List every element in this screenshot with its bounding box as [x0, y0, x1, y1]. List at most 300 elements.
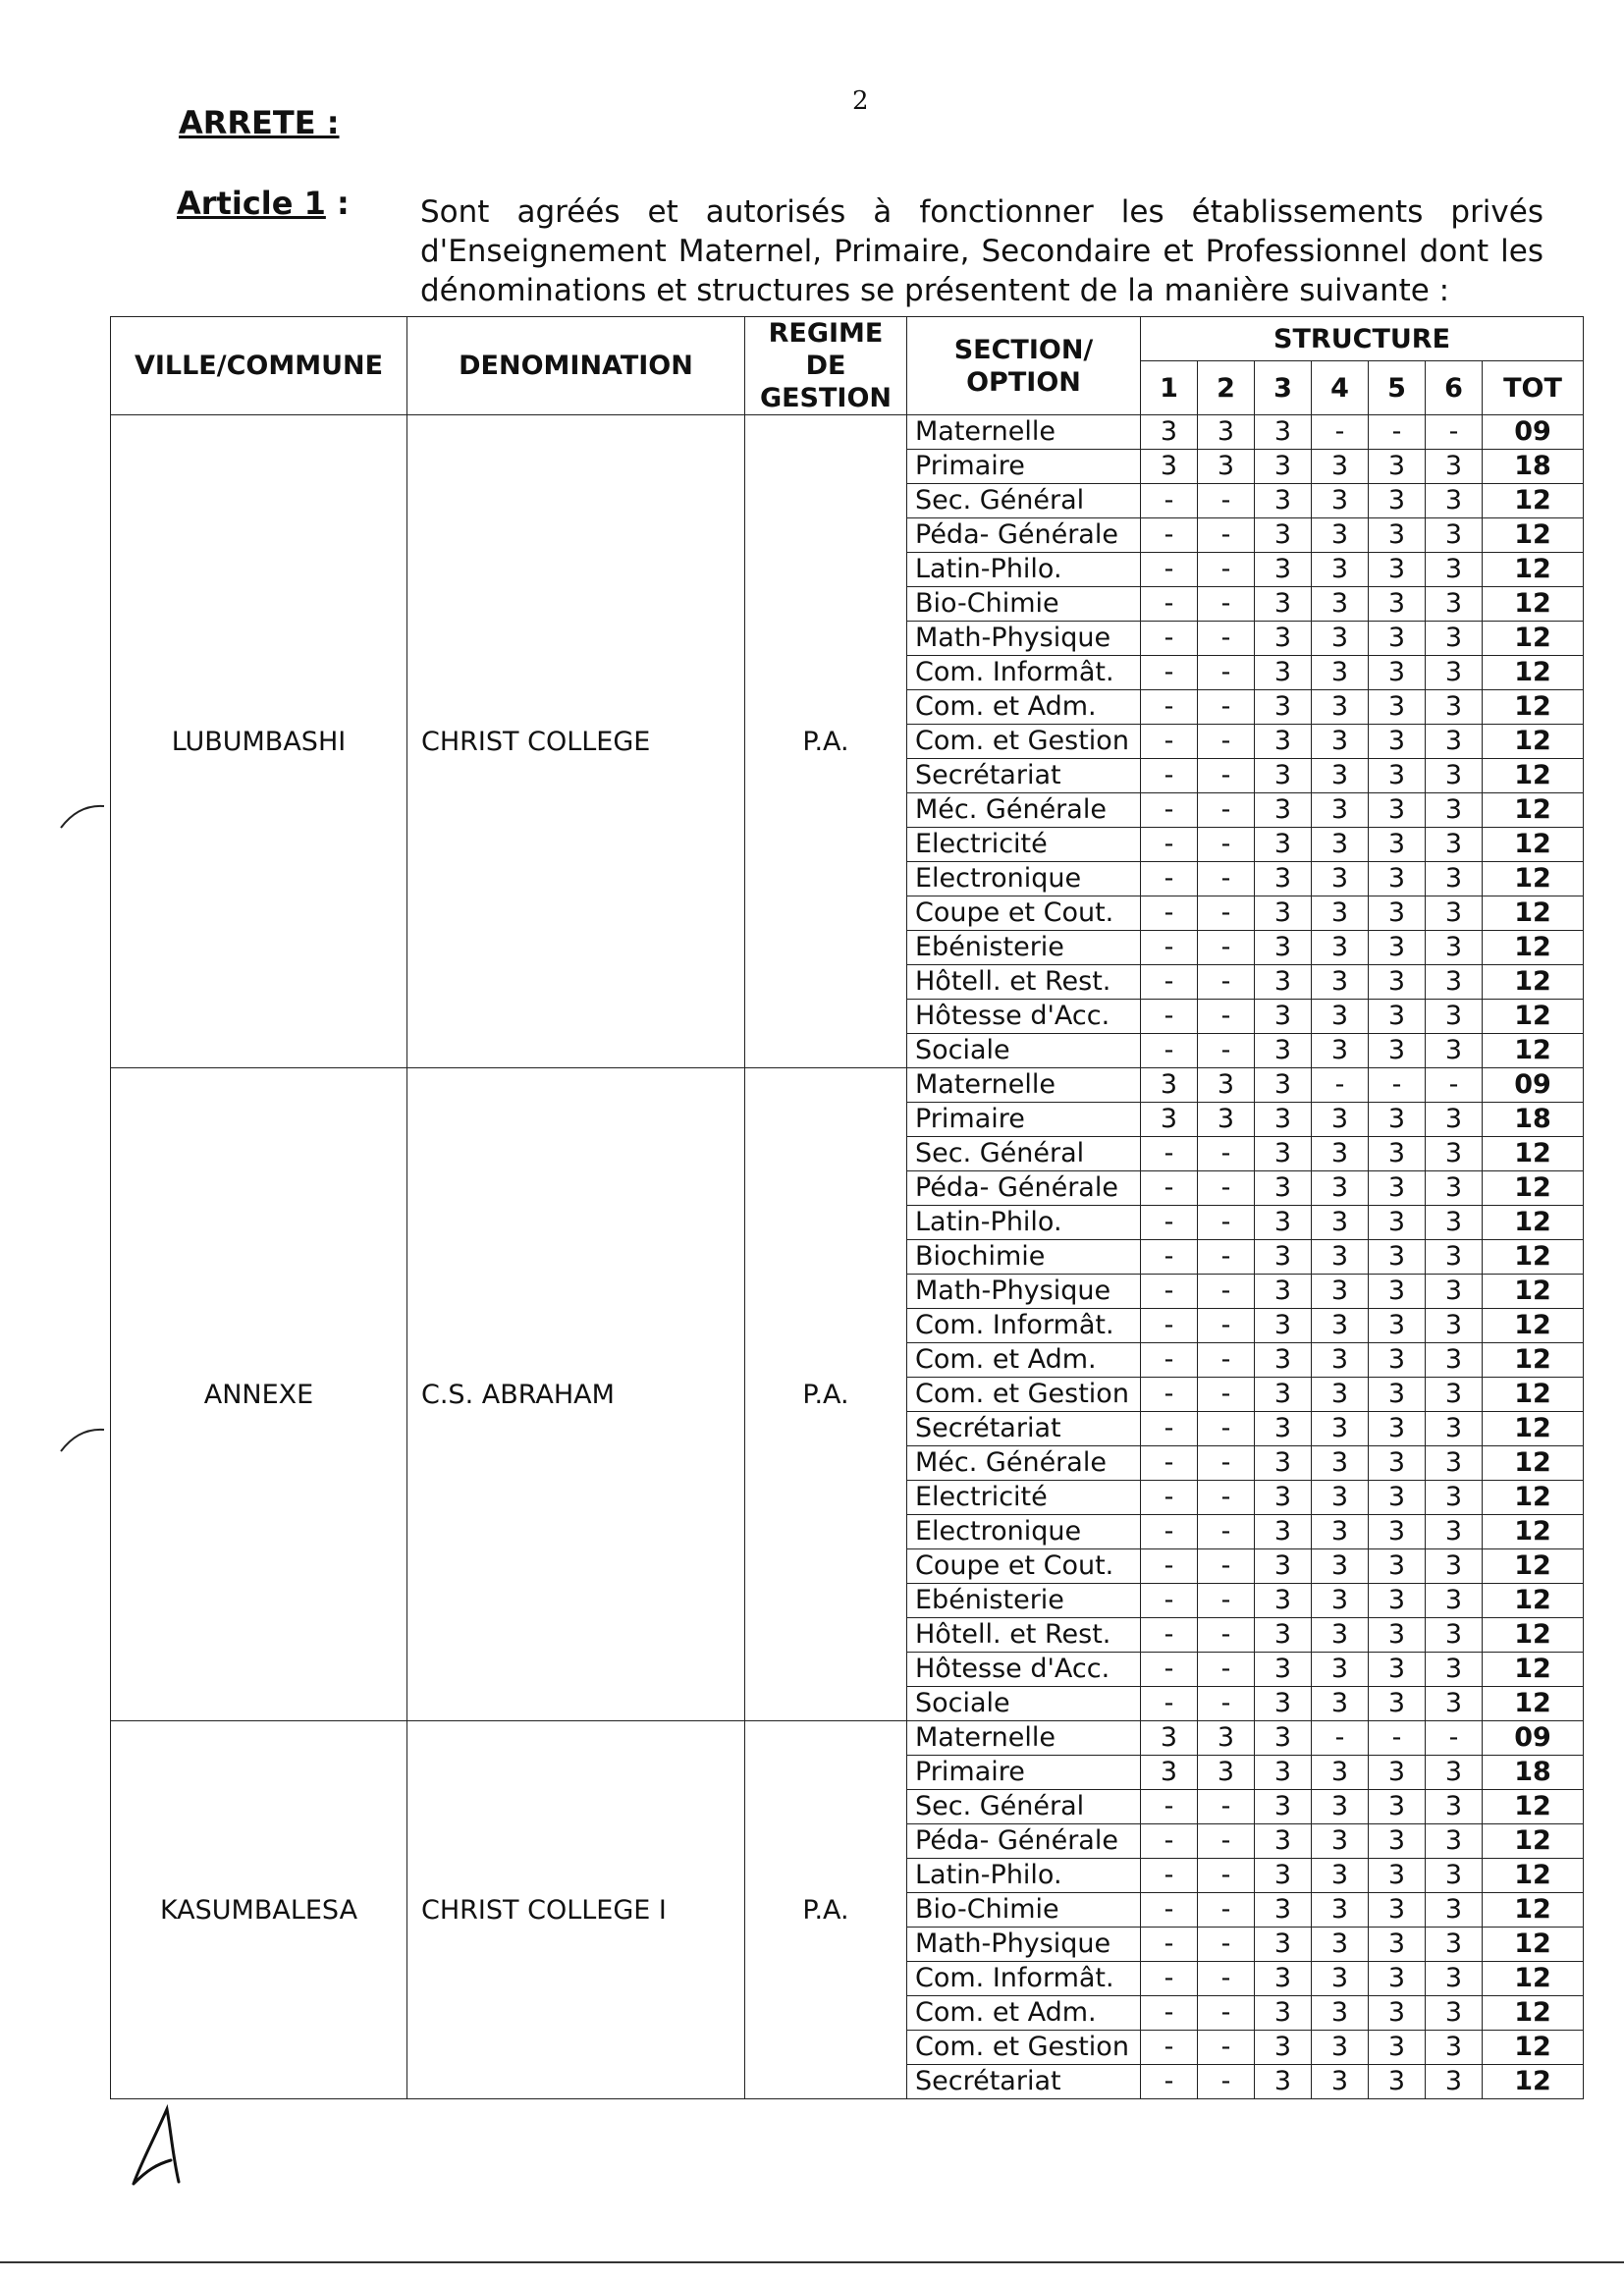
option-cell: Sociale: [907, 1034, 1141, 1068]
year-5-cell: 3: [1369, 1309, 1426, 1343]
year-2-cell: 3: [1198, 1068, 1255, 1103]
year-2-cell: -: [1198, 1206, 1255, 1240]
year-1-cell: -: [1141, 828, 1198, 862]
total-cell: 12: [1483, 725, 1584, 759]
year-4-cell: 3: [1312, 759, 1369, 793]
group-regime: P.A.: [745, 1721, 907, 2099]
year-2-cell: -: [1198, 862, 1255, 896]
total-cell: 12: [1483, 1034, 1584, 1068]
year-4-cell: -: [1312, 1068, 1369, 1103]
year-4-cell: 3: [1312, 1928, 1369, 1962]
year-5-cell: 3: [1369, 759, 1426, 793]
year-1-cell: -: [1141, 1893, 1198, 1928]
year-1-cell: 3: [1141, 1721, 1198, 1756]
year-4-cell: 3: [1312, 1240, 1369, 1275]
option-cell: Com. et Gestion: [907, 2031, 1141, 2065]
total-cell: 12: [1483, 1343, 1584, 1378]
year-5-cell: 3: [1369, 2031, 1426, 2065]
year-2-cell: -: [1198, 828, 1255, 862]
year-1-cell: -: [1141, 1859, 1198, 1893]
total-cell: 12: [1483, 1859, 1584, 1893]
option-cell: Com. et Adm.: [907, 1996, 1141, 2031]
year-5-cell: 3: [1369, 1996, 1426, 2031]
year-6-cell: 3: [1426, 759, 1483, 793]
option-cell: Electricité: [907, 1481, 1141, 1515]
year-3-cell: 3: [1255, 1653, 1312, 1687]
year-1-cell: -: [1141, 2031, 1198, 2065]
year-1-cell: 3: [1141, 450, 1198, 484]
total-cell: 12: [1483, 1996, 1584, 2031]
schools-structure-table: [110, 316, 1584, 2099]
year-2-cell: -: [1198, 1790, 1255, 1824]
year-4-cell: 3: [1312, 1893, 1369, 1928]
group-ville: KASUMBALESA: [111, 1721, 407, 2099]
year-2-cell: -: [1198, 656, 1255, 690]
year-4-cell: 3: [1312, 1962, 1369, 1996]
year-1-cell: -: [1141, 1928, 1198, 1962]
year-5-cell: 3: [1369, 1653, 1426, 1687]
year-5-cell: 3: [1369, 1824, 1426, 1859]
year-3-cell: 3: [1255, 1412, 1312, 1446]
year-4-cell: 3: [1312, 484, 1369, 518]
option-cell: Latin-Philo.: [907, 553, 1141, 587]
year-3-cell: 3: [1255, 1515, 1312, 1549]
page-number: 2: [852, 86, 869, 116]
option-cell: Com. Informât.: [907, 656, 1141, 690]
option-cell: Ebénisterie: [907, 1584, 1141, 1618]
year-3-cell: 3: [1255, 1584, 1312, 1618]
year-5-cell: 3: [1369, 896, 1426, 931]
year-2-cell: -: [1198, 587, 1255, 622]
year-5-cell: 3: [1369, 1275, 1426, 1309]
total-cell: 12: [1483, 1171, 1584, 1206]
year-6-cell: 3: [1426, 1584, 1483, 1618]
year-3-cell: 3: [1255, 2031, 1312, 2065]
total-cell: 12: [1483, 1790, 1584, 1824]
year-1-cell: -: [1141, 622, 1198, 656]
year-2-cell: 3: [1198, 415, 1255, 450]
year-5-cell: 3: [1369, 1412, 1426, 1446]
total-cell: 12: [1483, 1275, 1584, 1309]
year-2-cell: -: [1198, 1240, 1255, 1275]
year-1-cell: -: [1141, 1618, 1198, 1653]
group-regime: P.A.: [745, 1068, 907, 1721]
year-2-cell: 3: [1198, 1103, 1255, 1137]
year-5-cell: 3: [1369, 931, 1426, 965]
header-section: SECTION/ OPTION: [907, 317, 1141, 415]
year-6-cell: 3: [1426, 1928, 1483, 1962]
year-3-cell: 3: [1255, 1343, 1312, 1378]
year-1-cell: -: [1141, 1275, 1198, 1309]
year-4-cell: 3: [1312, 1206, 1369, 1240]
total-cell: 12: [1483, 1618, 1584, 1653]
year-3-cell: 3: [1255, 1481, 1312, 1515]
year-3-cell: 3: [1255, 1137, 1312, 1171]
year-1-cell: -: [1141, 759, 1198, 793]
year-4-cell: 3: [1312, 1859, 1369, 1893]
group-denomination: CHRIST COLLEGE: [407, 415, 745, 1068]
option-cell: Bio-Chimie: [907, 1893, 1141, 1928]
total-cell: 12: [1483, 896, 1584, 931]
year-3-cell: 3: [1255, 1824, 1312, 1859]
year-2-cell: -: [1198, 690, 1255, 725]
year-3-cell: 3: [1255, 1893, 1312, 1928]
year-3-cell: 3: [1255, 1859, 1312, 1893]
year-6-cell: 3: [1426, 1790, 1483, 1824]
year-3-cell: 3: [1255, 1962, 1312, 1996]
option-cell: Biochimie: [907, 1240, 1141, 1275]
year-5-cell: 3: [1369, 1240, 1426, 1275]
year-2-cell: -: [1198, 1859, 1255, 1893]
year-1-cell: -: [1141, 1446, 1198, 1481]
year-3-cell: 3: [1255, 793, 1312, 828]
option-cell: Secrétariat: [907, 759, 1141, 793]
year-5-cell: 3: [1369, 1549, 1426, 1584]
option-cell: Sec. Général: [907, 1790, 1141, 1824]
total-cell: 12: [1483, 862, 1584, 896]
year-1-cell: -: [1141, 931, 1198, 965]
option-cell: Coupe et Cout.: [907, 896, 1141, 931]
total-cell: 09: [1483, 1721, 1584, 1756]
year-3-cell: 3: [1255, 1000, 1312, 1034]
year-4-cell: -: [1312, 1721, 1369, 1756]
year-4-cell: 3: [1312, 1481, 1369, 1515]
year-2-cell: -: [1198, 1584, 1255, 1618]
year-4-cell: 3: [1312, 1171, 1369, 1206]
year-5-cell: 3: [1369, 1584, 1426, 1618]
year-2-cell: -: [1198, 1481, 1255, 1515]
year-5-cell: 3: [1369, 725, 1426, 759]
year-4-cell: 3: [1312, 965, 1369, 1000]
year-3-cell: 3: [1255, 1928, 1312, 1962]
total-cell: 18: [1483, 450, 1584, 484]
year-1-cell: -: [1141, 1034, 1198, 1068]
year-4-cell: 3: [1312, 1549, 1369, 1584]
year-1-cell: -: [1141, 1309, 1198, 1343]
year-3-cell: 3: [1255, 1618, 1312, 1653]
year-2-cell: -: [1198, 725, 1255, 759]
year-3-cell: 3: [1255, 1721, 1312, 1756]
year-6-cell: 3: [1426, 931, 1483, 965]
year-2-cell: -: [1198, 1824, 1255, 1859]
year-3-cell: 3: [1255, 896, 1312, 931]
year-5-cell: 3: [1369, 518, 1426, 553]
year-2-cell: -: [1198, 793, 1255, 828]
option-cell: Méc. Générale: [907, 1446, 1141, 1481]
year-1-cell: -: [1141, 793, 1198, 828]
year-6-cell: 3: [1426, 587, 1483, 622]
year-5-cell: -: [1369, 1068, 1426, 1103]
year-6-cell: 3: [1426, 1034, 1483, 1068]
year-1-cell: -: [1141, 896, 1198, 931]
total-cell: 12: [1483, 484, 1584, 518]
year-6-cell: 3: [1426, 862, 1483, 896]
total-cell: 12: [1483, 1893, 1584, 1928]
year-4-cell: -: [1312, 415, 1369, 450]
table-row: [111, 1068, 1584, 1103]
total-cell: 12: [1483, 1000, 1584, 1034]
option-cell: Primaire: [907, 1756, 1141, 1790]
option-cell: Com. Informât.: [907, 1962, 1141, 1996]
year-6-cell: 3: [1426, 1000, 1483, 1034]
total-cell: 12: [1483, 1240, 1584, 1275]
year-4-cell: 3: [1312, 793, 1369, 828]
year-6-cell: 3: [1426, 622, 1483, 656]
option-cell: Hôtesse d'Acc.: [907, 1653, 1141, 1687]
year-3-cell: 3: [1255, 1068, 1312, 1103]
option-cell: Secrétariat: [907, 1412, 1141, 1446]
year-5-cell: 3: [1369, 1103, 1426, 1137]
total-cell: 12: [1483, 1928, 1584, 1962]
option-cell: Secrétariat: [907, 2065, 1141, 2099]
year-2-cell: -: [1198, 1171, 1255, 1206]
year-2-cell: -: [1198, 931, 1255, 965]
year-6-cell: 3: [1426, 828, 1483, 862]
year-2-cell: -: [1198, 484, 1255, 518]
year-1-cell: -: [1141, 518, 1198, 553]
footer-rule: [0, 2261, 1624, 2263]
year-3-cell: 3: [1255, 1549, 1312, 1584]
year-4-cell: 3: [1312, 862, 1369, 896]
option-cell: Coupe et Cout.: [907, 1549, 1141, 1584]
year-6-cell: 3: [1426, 1103, 1483, 1137]
option-cell: Bio-Chimie: [907, 587, 1141, 622]
option-cell: Méc. Générale: [907, 793, 1141, 828]
year-1-cell: -: [1141, 965, 1198, 1000]
total-cell: 12: [1483, 1206, 1584, 1240]
year-6-cell: 3: [1426, 1962, 1483, 1996]
option-cell: Maternelle: [907, 1721, 1141, 1756]
year-5-cell: 3: [1369, 1790, 1426, 1824]
year-4-cell: 3: [1312, 553, 1369, 587]
year-4-cell: 3: [1312, 2065, 1369, 2099]
total-cell: 12: [1483, 690, 1584, 725]
year-3-cell: 3: [1255, 2065, 1312, 2099]
group-ville: ANNEXE: [111, 1068, 407, 1721]
year-4-cell: 3: [1312, 1275, 1369, 1309]
year-1-cell: -: [1141, 1378, 1198, 1412]
year-6-cell: 3: [1426, 1481, 1483, 1515]
option-cell: Latin-Philo.: [907, 1859, 1141, 1893]
year-1-cell: -: [1141, 1687, 1198, 1721]
year-6-cell: 3: [1426, 1275, 1483, 1309]
year-4-cell: 3: [1312, 1103, 1369, 1137]
year-6-cell: 3: [1426, 1515, 1483, 1549]
header-col-5: 5: [1369, 361, 1426, 415]
header-ville: VILLE/COMMUNE: [111, 317, 407, 415]
group-regime: P.A.: [745, 415, 907, 1068]
year-1-cell: -: [1141, 1515, 1198, 1549]
option-cell: Primaire: [907, 1103, 1141, 1137]
year-5-cell: 3: [1369, 450, 1426, 484]
year-5-cell: 3: [1369, 1000, 1426, 1034]
year-4-cell: 3: [1312, 587, 1369, 622]
year-2-cell: -: [1198, 553, 1255, 587]
year-5-cell: -: [1369, 1721, 1426, 1756]
year-3-cell: 3: [1255, 1687, 1312, 1721]
year-6-cell: 3: [1426, 1309, 1483, 1343]
year-4-cell: 3: [1312, 518, 1369, 553]
option-cell: Sec. Général: [907, 484, 1141, 518]
total-cell: 12: [1483, 1446, 1584, 1481]
year-3-cell: 3: [1255, 1206, 1312, 1240]
year-4-cell: 3: [1312, 690, 1369, 725]
year-4-cell: 3: [1312, 450, 1369, 484]
year-6-cell: 3: [1426, 1687, 1483, 1721]
year-5-cell: 3: [1369, 1618, 1426, 1653]
option-cell: Electricité: [907, 828, 1141, 862]
total-cell: 12: [1483, 622, 1584, 656]
year-3-cell: 3: [1255, 1378, 1312, 1412]
year-6-cell: 3: [1426, 518, 1483, 553]
year-1-cell: -: [1141, 862, 1198, 896]
year-1-cell: -: [1141, 587, 1198, 622]
year-2-cell: -: [1198, 896, 1255, 931]
header-col-tot: TOT: [1483, 361, 1584, 415]
option-cell: Latin-Philo.: [907, 1206, 1141, 1240]
year-5-cell: 3: [1369, 1515, 1426, 1549]
year-3-cell: 3: [1255, 484, 1312, 518]
year-4-cell: 3: [1312, 1000, 1369, 1034]
year-2-cell: -: [1198, 2065, 1255, 2099]
total-cell: 12: [1483, 1481, 1584, 1515]
year-6-cell: 3: [1426, 1446, 1483, 1481]
year-2-cell: 3: [1198, 1721, 1255, 1756]
option-cell: Péda- Générale: [907, 518, 1141, 553]
year-5-cell: 3: [1369, 1481, 1426, 1515]
year-3-cell: 3: [1255, 828, 1312, 862]
year-6-cell: 3: [1426, 656, 1483, 690]
year-1-cell: -: [1141, 1996, 1198, 2031]
decree-heading: ARRETE :: [179, 104, 340, 141]
margin-mark: [59, 800, 108, 830]
year-6-cell: 3: [1426, 1549, 1483, 1584]
year-6-cell: -: [1426, 1721, 1483, 1756]
table-body: [111, 415, 1584, 2099]
option-cell: Math-Physique: [907, 1275, 1141, 1309]
year-3-cell: 3: [1255, 1756, 1312, 1790]
year-6-cell: 3: [1426, 1378, 1483, 1412]
year-4-cell: 3: [1312, 1343, 1369, 1378]
year-6-cell: 3: [1426, 484, 1483, 518]
year-1-cell: -: [1141, 484, 1198, 518]
year-2-cell: -: [1198, 759, 1255, 793]
year-6-cell: 3: [1426, 553, 1483, 587]
year-2-cell: 3: [1198, 450, 1255, 484]
year-5-cell: 3: [1369, 1034, 1426, 1068]
year-3-cell: 3: [1255, 1996, 1312, 2031]
year-5-cell: 3: [1369, 862, 1426, 896]
year-3-cell: 3: [1255, 587, 1312, 622]
option-cell: Maternelle: [907, 1068, 1141, 1103]
year-6-cell: -: [1426, 1068, 1483, 1103]
year-3-cell: 3: [1255, 1171, 1312, 1206]
year-3-cell: 3: [1255, 553, 1312, 587]
year-2-cell: -: [1198, 1687, 1255, 1721]
year-4-cell: 3: [1312, 1996, 1369, 2031]
year-1-cell: -: [1141, 1824, 1198, 1859]
year-5-cell: 3: [1369, 1206, 1426, 1240]
total-cell: 12: [1483, 553, 1584, 587]
year-5-cell: 3: [1369, 965, 1426, 1000]
option-cell: Ebénisterie: [907, 931, 1141, 965]
year-4-cell: 3: [1312, 1653, 1369, 1687]
year-4-cell: 3: [1312, 1790, 1369, 1824]
year-5-cell: 3: [1369, 828, 1426, 862]
total-cell: 12: [1483, 1309, 1584, 1343]
year-1-cell: -: [1141, 725, 1198, 759]
year-3-cell: 3: [1255, 690, 1312, 725]
year-3-cell: 3: [1255, 1446, 1312, 1481]
year-5-cell: 3: [1369, 1343, 1426, 1378]
year-1-cell: -: [1141, 1240, 1198, 1275]
year-5-cell: 3: [1369, 793, 1426, 828]
total-cell: 12: [1483, 1378, 1584, 1412]
group-denomination: CHRIST COLLEGE I: [407, 1721, 745, 2099]
total-cell: 09: [1483, 415, 1584, 450]
total-cell: 12: [1483, 656, 1584, 690]
year-2-cell: -: [1198, 1000, 1255, 1034]
year-1-cell: -: [1141, 1549, 1198, 1584]
year-3-cell: 3: [1255, 656, 1312, 690]
year-5-cell: 3: [1369, 1171, 1426, 1206]
header-col-3: 3: [1255, 361, 1312, 415]
option-cell: Maternelle: [907, 415, 1141, 450]
option-cell: Primaire: [907, 450, 1141, 484]
year-2-cell: -: [1198, 1515, 1255, 1549]
year-2-cell: -: [1198, 1618, 1255, 1653]
total-cell: 12: [1483, 1653, 1584, 1687]
article-text: Sont agréés et autorisés à fonctionner les établissements privés d'Enseignement Maternel, Primaire, Secondaire et Professionnel dont les dénominations et structures se présentent de la manière suivante :: [420, 194, 1543, 308]
year-6-cell: 3: [1426, 1618, 1483, 1653]
year-6-cell: 3: [1426, 1343, 1483, 1378]
year-4-cell: 3: [1312, 1378, 1369, 1412]
option-cell: Math-Physique: [907, 622, 1141, 656]
year-6-cell: 3: [1426, 1653, 1483, 1687]
year-1-cell: -: [1141, 1412, 1198, 1446]
year-4-cell: 3: [1312, 1756, 1369, 1790]
year-6-cell: 3: [1426, 725, 1483, 759]
year-2-cell: -: [1198, 1034, 1255, 1068]
option-cell: Com. Informât.: [907, 1309, 1141, 1343]
year-2-cell: -: [1198, 1275, 1255, 1309]
total-cell: 18: [1483, 1756, 1584, 1790]
year-4-cell: 3: [1312, 1618, 1369, 1653]
year-2-cell: -: [1198, 1378, 1255, 1412]
year-3-cell: 3: [1255, 415, 1312, 450]
year-1-cell: -: [1141, 2065, 1198, 2099]
year-5-cell: 3: [1369, 656, 1426, 690]
total-cell: 12: [1483, 587, 1584, 622]
year-5-cell: 3: [1369, 1859, 1426, 1893]
total-cell: 12: [1483, 1824, 1584, 1859]
total-cell: 12: [1483, 828, 1584, 862]
total-cell: 12: [1483, 965, 1584, 1000]
year-6-cell: 3: [1426, 1171, 1483, 1206]
total-cell: 12: [1483, 1687, 1584, 1721]
year-4-cell: 3: [1312, 1137, 1369, 1171]
year-4-cell: 3: [1312, 1309, 1369, 1343]
year-4-cell: 3: [1312, 1687, 1369, 1721]
margin-mark: [59, 1424, 108, 1453]
year-1-cell: -: [1141, 1790, 1198, 1824]
year-1-cell: 3: [1141, 1756, 1198, 1790]
year-6-cell: 3: [1426, 896, 1483, 931]
year-3-cell: 3: [1255, 518, 1312, 553]
year-2-cell: -: [1198, 1996, 1255, 2031]
year-5-cell: 3: [1369, 484, 1426, 518]
option-cell: Péda- Générale: [907, 1824, 1141, 1859]
